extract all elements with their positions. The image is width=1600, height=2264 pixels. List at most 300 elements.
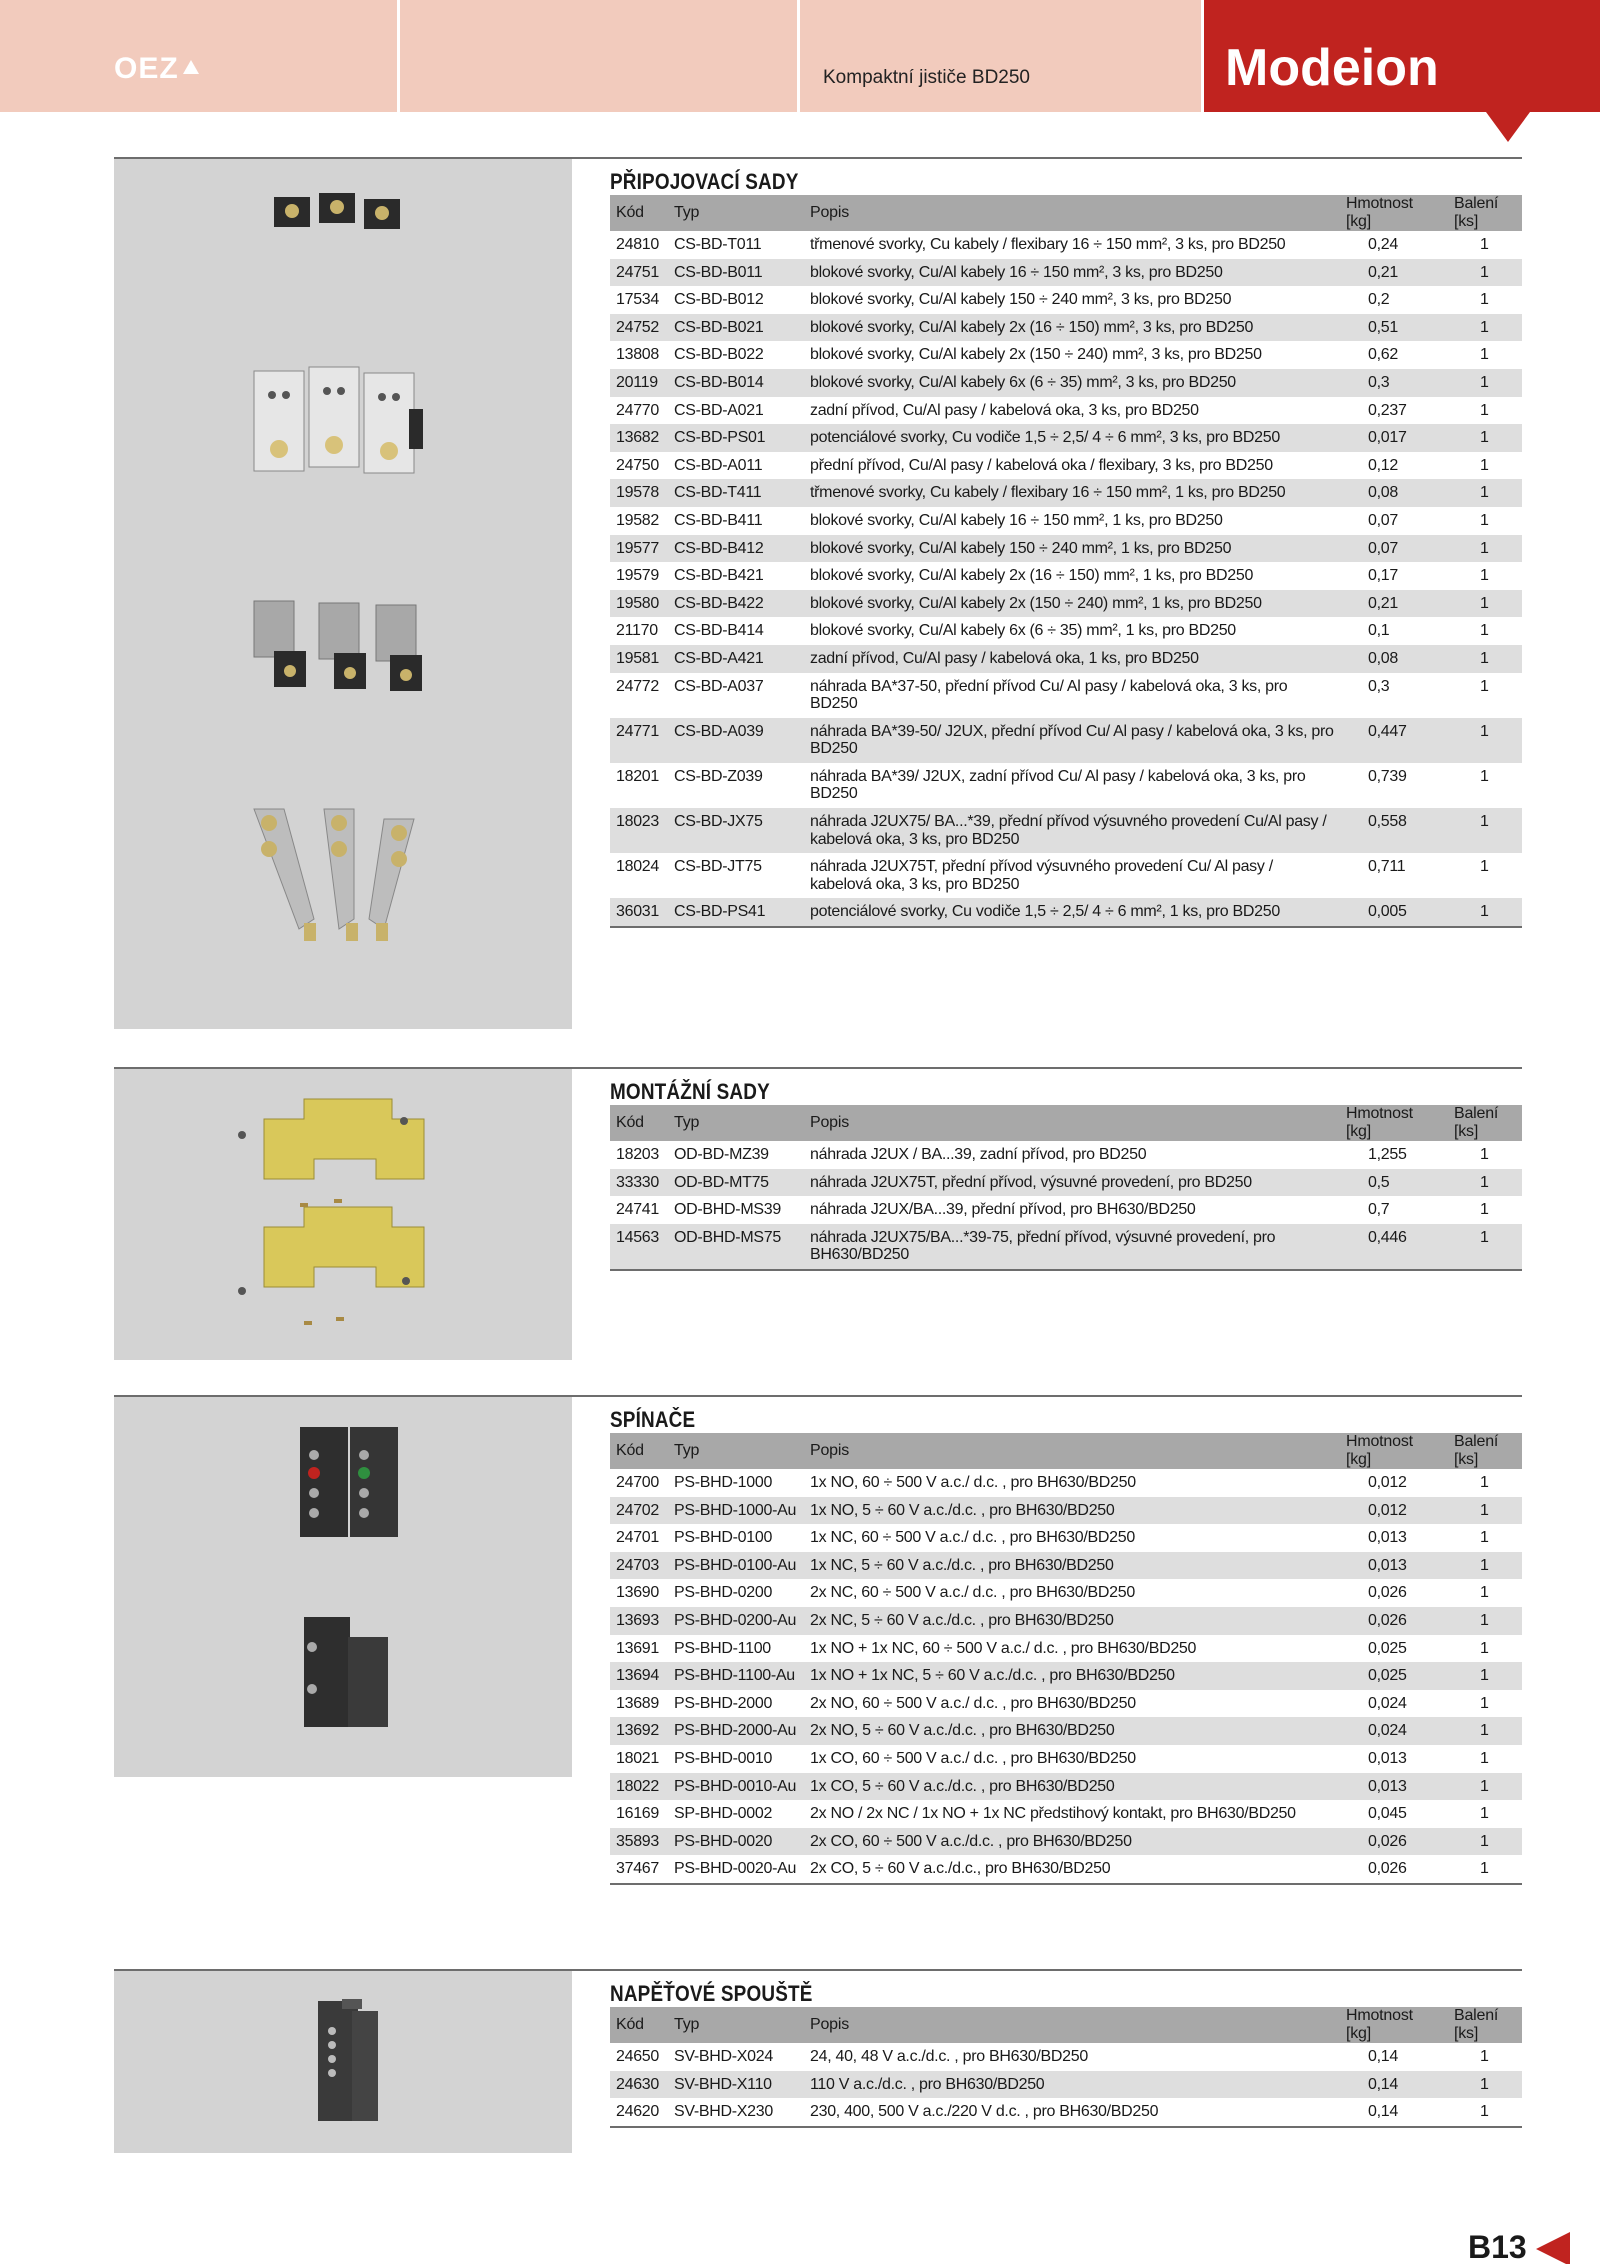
header-subtitle: Kompaktní jističe BD250: [823, 67, 1030, 88]
cell-popis: 1x NO + 1x NC, 5 ÷ 60 V a.c./d.c. , pro BH630/BD250: [804, 1662, 1340, 1690]
cell-baleni: 1: [1448, 808, 1522, 853]
cell-baleni: 1: [1480, 346, 1489, 364]
table-row: [610, 590, 1522, 618]
cell-popis: blokové svorky, Cu/Al kabely 6x (6 ÷ 35) mm², 3 ks, pro BD250: [804, 369, 1340, 397]
header-band-2: [400, 0, 797, 112]
cell-baleni: 1: [1448, 314, 1522, 342]
cell-typ: PS-BHD-0020-Au: [668, 1855, 804, 1884]
cell-baleni: 1: [1448, 898, 1522, 927]
cell-baleni: 1: [1448, 369, 1522, 397]
cell-baleni: 1: [1448, 1828, 1522, 1856]
cell-hmotnost: 0,14: [1340, 2098, 1448, 2127]
cell-kod: 21170: [616, 622, 658, 640]
section-content: [610, 1067, 1522, 1271]
cell-typ: CS-BD-JT75: [674, 858, 762, 876]
product-table: [610, 2007, 1522, 2128]
table-row: [610, 1196, 1522, 1224]
table-row: [610, 1169, 1522, 1197]
table-row: [610, 231, 1522, 259]
cell-kod: 33330: [610, 1169, 668, 1197]
table-row: [610, 808, 1522, 853]
cell-baleni: 1: [1448, 1717, 1522, 1745]
col-kod: Kód: [610, 195, 668, 231]
cell-baleni: 1: [1448, 1773, 1522, 1801]
cell-popis: 230, 400, 500 V a.c./220 V d.c. , pro BH630/BD250: [804, 2098, 1340, 2127]
cell-popis: náhrada J2UX75/BA...*39-75, přední přívod, výsuvné provedení, pro BH630/BD250: [804, 1224, 1340, 1270]
product-table: [610, 1433, 1522, 1885]
cell-hmotnost: 0,025: [1340, 1662, 1448, 1690]
col-hmotnost: Hmotnost [kg]: [1340, 2007, 1448, 2043]
col-kod: Kód: [610, 1433, 668, 1469]
product-table: [610, 195, 1522, 928]
front-connection-icon: [254, 809, 414, 941]
cell-kod: 24750: [616, 456, 659, 474]
cell-typ: PS-BHD-0200: [674, 1584, 773, 1602]
cell-kod: 19582: [616, 511, 659, 529]
cell-kod: 13691: [616, 1639, 659, 1657]
cell-typ: CS-BD-B422: [668, 590, 804, 618]
cell-baleni: 1: [1480, 291, 1489, 309]
cell-typ: PS-BHD-2000-Au: [668, 1717, 804, 1745]
table-row: [610, 507, 1522, 535]
cell-typ: PS-BHD-1100-Au: [668, 1662, 804, 1690]
cell-kod: 37467: [610, 1855, 668, 1884]
cell-baleni: 1: [1480, 1805, 1489, 1823]
col-hmotnost: Hmotnost [kg]: [1340, 1105, 1448, 1141]
auxiliary-switch-icon: [300, 1427, 398, 1537]
page-arrow-icon: [1536, 2232, 1570, 2264]
table-row: [610, 1828, 1522, 1856]
cell-hmotnost: 0,08: [1340, 479, 1448, 507]
col-popis: Popis: [804, 2007, 1340, 2043]
cell-kod: 19579: [616, 567, 659, 585]
cell-typ: PS-BHD-2000: [674, 1694, 773, 1712]
cell-popis: 2x CO, 60 ÷ 500 V a.c./d.c. , pro BH630/BD250: [804, 1828, 1340, 1856]
col-hmotnost: Hmotnost [kg]: [1340, 1433, 1448, 1469]
cell-typ: PS-BHD-1100: [674, 1639, 771, 1657]
cell-hmotnost: 0,012: [1340, 1497, 1448, 1525]
auxiliary-switches-image: [114, 1397, 572, 1777]
cell-hmotnost: 0,017: [1340, 424, 1448, 452]
product-table: [610, 1105, 1522, 1271]
cell-popis: zadní přívod, Cu/Al pasy / kabelová oka, 1 ks, pro BD250: [804, 645, 1340, 673]
cell-hmotnost: 0,17: [1368, 567, 1398, 585]
cell-baleni: 1: [1448, 1607, 1522, 1635]
table-row: [610, 397, 1522, 425]
cell-baleni: 1: [1448, 1169, 1522, 1197]
cell-baleni: 1: [1448, 718, 1522, 763]
cell-baleni: 1: [1480, 567, 1489, 585]
cell-popis: potenciálové svorky, Cu vodiče 1,5 ÷ 2,5/ 4 ÷ 6 mm², 1 ks, pro BD250: [804, 898, 1340, 927]
header-arrow-icon: [1486, 112, 1530, 142]
cell-kod: 18024: [616, 858, 659, 876]
table-row: [610, 898, 1522, 927]
cell-hmotnost: 0,005: [1340, 898, 1448, 927]
cell-kod: 24703: [610, 1552, 668, 1580]
page-header: [0, 0, 1600, 112]
cell-kod: 24700: [616, 1474, 659, 1491]
table-row: [610, 1855, 1522, 1884]
cell-baleni: 1: [1448, 1497, 1522, 1525]
cell-popis: 1x NC, 5 ÷ 60 V a.c./d.c. , pro BH630/BD250: [804, 1552, 1340, 1580]
cell-baleni: 1: [1480, 401, 1489, 419]
shunt-release-icon: [318, 1999, 378, 2121]
cell-baleni: 1: [1480, 1474, 1489, 1491]
cell-typ: CS-BD-B014: [668, 369, 804, 397]
rear-connection-icon: [254, 601, 422, 691]
cell-kod: 24770: [616, 401, 659, 419]
cell-kod: 13692: [610, 1717, 668, 1745]
table-row: [610, 535, 1522, 563]
cell-typ: CS-BD-B414: [674, 622, 764, 640]
cell-typ: CS-BD-B022: [674, 346, 764, 364]
cell-popis: přední přívod, Cu/Al pasy / kabelová oka / flexibary, 3 ks, pro BD250: [810, 456, 1273, 474]
cell-popis: blokové svorky, Cu/Al kabely 16 ÷ 150 mm², 3 ks, pro BD250: [804, 259, 1340, 287]
cell-kod: 13693: [610, 1607, 668, 1635]
cell-kod: 24630: [610, 2071, 668, 2099]
page-number: B13: [1468, 2229, 1527, 2264]
cell-kod: 14563: [610, 1224, 668, 1270]
cell-hmotnost: 0,446: [1340, 1224, 1448, 1270]
cell-hmotnost: 0,07: [1368, 511, 1398, 529]
cell-kod: 13694: [610, 1662, 668, 1690]
cell-kod: 24772: [616, 677, 659, 695]
cell-hmotnost: 0,024: [1340, 1717, 1448, 1745]
cell-typ: PS-BHD-1000-Au: [668, 1497, 804, 1525]
table-row: [610, 1524, 1522, 1552]
section-title: MONTÁŽNÍ SADY: [610, 1079, 770, 1104]
cell-kod: 24701: [616, 1529, 659, 1547]
cell-kod: 13682: [610, 424, 668, 452]
section-title: PŘIPOJOVACÍ SADY: [610, 169, 799, 194]
cell-popis: náhrada BA*37-50, přední přívod Cu/ Al pasy / kabelová oka, 3 ks, pro BD250: [810, 677, 1288, 713]
table-row: [610, 1469, 1522, 1497]
cell-hmotnost: 0,2: [1368, 291, 1390, 309]
cell-popis: 2x NO / 2x NC / 1x NO + 1x NC předstihový kontakt, pro BH630/BD250: [810, 1805, 1296, 1823]
cell-typ: OD-BD-MZ39: [674, 1146, 769, 1163]
col-popis: Popis: [804, 1105, 1340, 1141]
cell-popis: 2x NC, 60 ÷ 500 V a.c./ d.c. , pro BH630/BD250: [810, 1584, 1135, 1602]
cell-hmotnost: 0,026: [1340, 1607, 1448, 1635]
cell-hmotnost: 0,3: [1368, 677, 1390, 695]
cell-baleni: 1: [1448, 1224, 1522, 1270]
table-row: [610, 1800, 1522, 1828]
cell-kod: 36031: [610, 898, 668, 927]
col-typ: Typ: [668, 195, 804, 231]
header-brand: Modeion: [1225, 39, 1439, 97]
auxiliary-contact-icon: [304, 1617, 388, 1727]
table-row: [610, 617, 1522, 645]
cell-typ: CS-BD-B412: [668, 535, 804, 563]
cell-hmotnost: 0,026: [1368, 1584, 1407, 1602]
table-row: [610, 1579, 1522, 1607]
col-typ: Typ: [668, 2007, 804, 2043]
table-row: [610, 286, 1522, 314]
product-image-panel: [114, 1971, 572, 2153]
cell-typ: PS-BHD-0010: [674, 1749, 773, 1767]
cell-baleni: 1: [1480, 1694, 1489, 1712]
cell-kod: 19578: [610, 479, 668, 507]
cell-kod: 24620: [610, 2098, 668, 2127]
cell-popis: náhrada J2UX75T, přední přívod výsuvného provedení Cu/ Al pasy / kabelová oka, 3 ks, pro BD250: [810, 858, 1273, 893]
cell-baleni: 1: [1480, 1146, 1489, 1163]
cell-typ: CS-BD-B011: [668, 259, 804, 287]
cell-baleni: 1: [1480, 1639, 1489, 1657]
table-row: [610, 718, 1522, 763]
cell-kod: 24751: [610, 259, 668, 287]
section-title: NAPĚŤOVÉ SPOUŠTĚ: [610, 1981, 813, 2006]
cell-popis: 2x NO, 60 ÷ 500 V a.c./ d.c. , pro BH630/BD250: [810, 1694, 1136, 1712]
cell-kod: 13808: [616, 346, 659, 364]
cell-hmotnost: 1,255: [1368, 1146, 1407, 1163]
cell-baleni: 1: [1480, 1749, 1489, 1767]
col-typ: Typ: [668, 1433, 804, 1469]
cell-typ: CS-BD-PS01: [668, 424, 804, 452]
col-baleni: Balení [ks]: [1448, 1105, 1522, 1141]
col-baleni: Balení [ks]: [1448, 1433, 1522, 1469]
cell-typ: SV-BHD-X110: [668, 2071, 804, 2099]
cell-baleni: 1: [1448, 424, 1522, 452]
table-row: [610, 424, 1522, 452]
cell-hmotnost: 0,62: [1368, 346, 1398, 364]
table-row: [610, 479, 1522, 507]
cell-baleni: 1: [1448, 1552, 1522, 1580]
cell-typ: CS-BD-A421: [668, 645, 804, 673]
cell-kod: 20119: [610, 369, 668, 397]
cell-popis: blokové svorky, Cu/Al kabely 2x (150 ÷ 240) mm², 3 ks, pro BD250: [810, 346, 1262, 364]
cell-baleni: 1: [1448, 1662, 1522, 1690]
table-row: [610, 1662, 1522, 1690]
terminal-kits-image: [114, 159, 572, 1029]
col-kod: Kód: [610, 2007, 668, 2043]
cell-typ: CS-BD-B411: [674, 511, 763, 529]
cell-kod: 17534: [616, 291, 659, 309]
cell-popis: 24, 40, 48 V a.c./d.c. , pro BH630/BD250: [810, 2048, 1088, 2065]
cell-typ: CS-BD-A037: [674, 677, 764, 695]
cell-hmotnost: 0,026: [1340, 1828, 1448, 1856]
cell-baleni: 1: [1480, 858, 1489, 876]
cell-hmotnost: 0,237: [1368, 401, 1407, 419]
cell-baleni: 1: [1480, 511, 1489, 529]
section-title: SPÍNAČE: [610, 1407, 696, 1432]
cell-hmotnost: 0,013: [1340, 1773, 1448, 1801]
cell-baleni: 1: [1480, 622, 1489, 640]
cell-typ: OD-BD-MT75: [668, 1169, 804, 1197]
cell-kod: 13689: [616, 1694, 659, 1712]
cell-baleni: 1: [1480, 1584, 1489, 1602]
cell-popis: blokové svorky, Cu/Al kabely 150 ÷ 240 mm², 1 ks, pro BD250: [804, 535, 1340, 563]
shunt-release-image: [114, 1971, 572, 2153]
table-row: [610, 763, 1522, 808]
cell-kod: 16169: [616, 1805, 659, 1823]
cell-kod: 18022: [610, 1773, 668, 1801]
cell-popis: blokové svorky, Cu/Al kabely 6x (6 ÷ 35) mm², 1 ks, pro BD250: [810, 622, 1236, 640]
cell-baleni: 1: [1448, 1855, 1522, 1884]
mounting-plates-image: [114, 1069, 572, 1360]
cell-kod: 35893: [610, 1828, 668, 1856]
table-header: [610, 195, 1522, 231]
cell-hmotnost: 0,447: [1340, 718, 1448, 763]
cell-popis: 1x NO + 1x NC, 60 ÷ 500 V a.c./ d.c. , pro BH630/BD250: [810, 1639, 1197, 1657]
cell-popis: blokové svorky, Cu/Al kabely 2x (150 ÷ 240) mm², 1 ks, pro BD250: [804, 590, 1340, 618]
mounting-plate-icon: [238, 1099, 424, 1325]
table-row: [610, 1552, 1522, 1580]
cell-popis: 1x CO, 5 ÷ 60 V a.c./d.c. , pro BH630/BD250: [804, 1773, 1340, 1801]
header-band-3: [800, 0, 1201, 112]
block-terminals-icon: [254, 367, 423, 473]
cell-popis: náhrada BA*39/ J2UX, zadní přívod Cu/ Al pasy / kabelová oka, 3 ks, pro BD250: [810, 767, 1306, 803]
cell-kod: 24702: [610, 1497, 668, 1525]
col-baleni: Balení [ks]: [1448, 2007, 1522, 2043]
cell-typ: PS-BHD-0100-Au: [668, 1552, 804, 1580]
cell-kod: 24771: [610, 718, 668, 763]
product-image-panel: [114, 159, 572, 1029]
cell-hmotnost: 0,3: [1340, 369, 1448, 397]
cell-popis: 2x NO, 5 ÷ 60 V a.c./d.c. , pro BH630/BD250: [804, 1717, 1340, 1745]
cell-popis: náhrada J2UX / BA...39, zadní přívod, pro BD250: [810, 1146, 1147, 1163]
cell-hmotnost: 0,21: [1340, 259, 1448, 287]
table-row: [610, 1607, 1522, 1635]
col-kod: Kód: [610, 1105, 668, 1141]
table-row: [610, 369, 1522, 397]
cell-typ: CS-BD-A021: [674, 401, 764, 419]
cell-typ: CS-BD-B021: [668, 314, 804, 342]
table-row: [610, 1224, 1522, 1270]
cell-popis: blokové svorky, Cu/Al kabely 16 ÷ 150 mm², 1 ks, pro BD250: [810, 511, 1223, 529]
cell-hmotnost: 0,07: [1340, 535, 1448, 563]
clamp-terminals-icon: [274, 193, 400, 229]
cell-typ: PS-BHD-0100: [674, 1529, 773, 1547]
cell-hmotnost: 0,025: [1368, 1639, 1407, 1657]
cell-popis: třmenové svorky, Cu kabely / flexibary 16 ÷ 150 mm², 1 ks, pro BD250: [804, 479, 1340, 507]
table-row: [610, 1717, 1522, 1745]
cell-baleni: 1: [1480, 456, 1489, 474]
table-row: [610, 2098, 1522, 2127]
cell-popis: třmenové svorky, Cu kabely / flexibary 16 ÷ 150 mm², 3 ks, pro BD250: [810, 236, 1286, 253]
cell-kod: 18203: [616, 1146, 659, 1163]
col-hmotnost: Hmotnost [kg]: [1340, 195, 1448, 231]
cell-baleni: 1: [1448, 645, 1522, 673]
cell-baleni: 1: [1480, 767, 1489, 785]
col-typ: Typ: [668, 1105, 804, 1141]
cell-typ: CS-BD-A039: [668, 718, 804, 763]
table-row: [610, 452, 1522, 480]
table-row: [610, 1773, 1522, 1801]
cell-hmotnost: 0,08: [1340, 645, 1448, 673]
cell-hmotnost: 0,024: [1368, 1694, 1407, 1712]
cell-hmotnost: 0,14: [1368, 2048, 1398, 2065]
cell-typ: CS-BD-PS41: [668, 898, 804, 927]
cell-typ: PS-BHD-0020: [668, 1828, 804, 1856]
cell-hmotnost: 0,7: [1368, 1201, 1390, 1219]
cell-popis: blokové svorky, Cu/Al kabely 2x (16 ÷ 150) mm², 1 ks, pro BD250: [810, 567, 1254, 585]
section-content: [610, 1395, 1522, 1885]
table-row: [610, 853, 1522, 898]
cell-popis: 110 V a.c./d.c. , pro BH630/BD250: [804, 2071, 1340, 2099]
cell-baleni: 1: [1480, 236, 1489, 253]
cell-kod: 18021: [616, 1749, 659, 1767]
col-popis: Popis: [804, 1433, 1340, 1469]
cell-hmotnost: 0,5: [1340, 1169, 1448, 1197]
cell-popis: blokové svorky, Cu/Al kabely 150 ÷ 240 mm², 3 ks, pro BD250: [810, 291, 1232, 309]
logo-triangle-icon: [183, 60, 199, 74]
cell-typ: CS-BD-A011: [674, 456, 763, 474]
table-row: [610, 2043, 1522, 2071]
cell-kod: 19577: [610, 535, 668, 563]
cell-popis: náhrada J2UX75/ BA...*39, přední přívod výsuvného provedení Cu/Al pasy / kabelová oka, 3 ks, pro BD250: [804, 808, 1340, 853]
cell-typ: CS-BD-B421: [674, 567, 764, 585]
cell-kod: 18023: [610, 808, 668, 853]
table-header: [610, 1433, 1522, 1469]
cell-baleni: 1: [1448, 479, 1522, 507]
cell-kod: 24741: [616, 1201, 659, 1219]
table-row: [610, 314, 1522, 342]
cell-kod: 19581: [610, 645, 668, 673]
oez-logo: OEZ: [114, 52, 199, 86]
cell-popis: náhrada J2UX75T, přední přívod, výsuvné provedení, pro BD250: [804, 1169, 1340, 1197]
cell-hmotnost: 0,013: [1368, 1749, 1407, 1767]
cell-baleni: 1: [1448, 259, 1522, 287]
table-row: [610, 2071, 1522, 2099]
cell-popis: 1x CO, 60 ÷ 500 V a.c./ d.c. , pro BH630/BD250: [810, 1749, 1136, 1767]
cell-baleni: 1: [1448, 590, 1522, 618]
cell-hmotnost: 0,21: [1340, 590, 1448, 618]
cell-kod: 24752: [610, 314, 668, 342]
cell-baleni: 1: [1480, 677, 1489, 695]
cell-hmotnost: 0,558: [1340, 808, 1448, 853]
cell-baleni: 1: [1480, 1529, 1489, 1547]
cell-popis: blokové svorky, Cu/Al kabely 2x (16 ÷ 150) mm², 3 ks, pro BD250: [804, 314, 1340, 342]
cell-hmotnost: 0,026: [1340, 1855, 1448, 1884]
cell-kod: 18201: [616, 767, 659, 785]
cell-popis: zadní přívod, Cu/Al pasy / kabelová oka, 3 ks, pro BD250: [810, 401, 1199, 419]
cell-typ: CS-BD-T411: [668, 479, 804, 507]
table-row: [610, 341, 1522, 369]
cell-typ: CS-BD-T011: [674, 236, 762, 253]
cell-kod: 24650: [616, 2048, 659, 2065]
cell-typ: PS-BHD-1000: [674, 1474, 773, 1491]
cell-typ: SP-BHD-0002: [674, 1805, 773, 1823]
cell-baleni: 1: [1480, 1201, 1489, 1219]
cell-baleni: 1: [1480, 2048, 1489, 2065]
cell-kod: 24810: [616, 236, 659, 253]
cell-hmotnost: 0,013: [1368, 1529, 1407, 1547]
cell-hmotnost: 0,739: [1368, 767, 1407, 785]
cell-popis: 2x CO, 5 ÷ 60 V a.c./d.c., pro BH630/BD250: [804, 1855, 1340, 1884]
cell-typ: OD-BHD-MS39: [674, 1201, 781, 1219]
cell-typ: SV-BHD-X230: [668, 2098, 804, 2127]
cell-hmotnost: 0,14: [1340, 2071, 1448, 2099]
cell-popis: 1x NO, 5 ÷ 60 V a.c./d.c. , pro BH630/BD250: [804, 1497, 1340, 1525]
table-header: [610, 1105, 1522, 1141]
col-baleni: Balení [ks]: [1448, 195, 1522, 231]
cell-hmotnost: 0,1: [1368, 622, 1390, 640]
cell-popis: 1x NO, 60 ÷ 500 V a.c./ d.c. , pro BH630/BD250: [810, 1474, 1136, 1491]
cell-typ: CS-BD-Z039: [674, 767, 763, 785]
section-content: [610, 157, 1522, 928]
table-row: [610, 562, 1522, 590]
cell-popis: 1x NC, 60 ÷ 500 V a.c./ d.c. , pro BH630/BD250: [810, 1529, 1135, 1547]
cell-hmotnost: 0,012: [1368, 1474, 1407, 1491]
cell-kod: 19580: [610, 590, 668, 618]
cell-hmotnost: 0,013: [1340, 1552, 1448, 1580]
table-row: [610, 1745, 1522, 1773]
table-row: [610, 645, 1522, 673]
cell-hmotnost: 0,51: [1340, 314, 1448, 342]
table-row: [610, 1690, 1522, 1718]
cell-kod: 13690: [616, 1584, 659, 1602]
cell-baleni: 1: [1448, 2098, 1522, 2127]
